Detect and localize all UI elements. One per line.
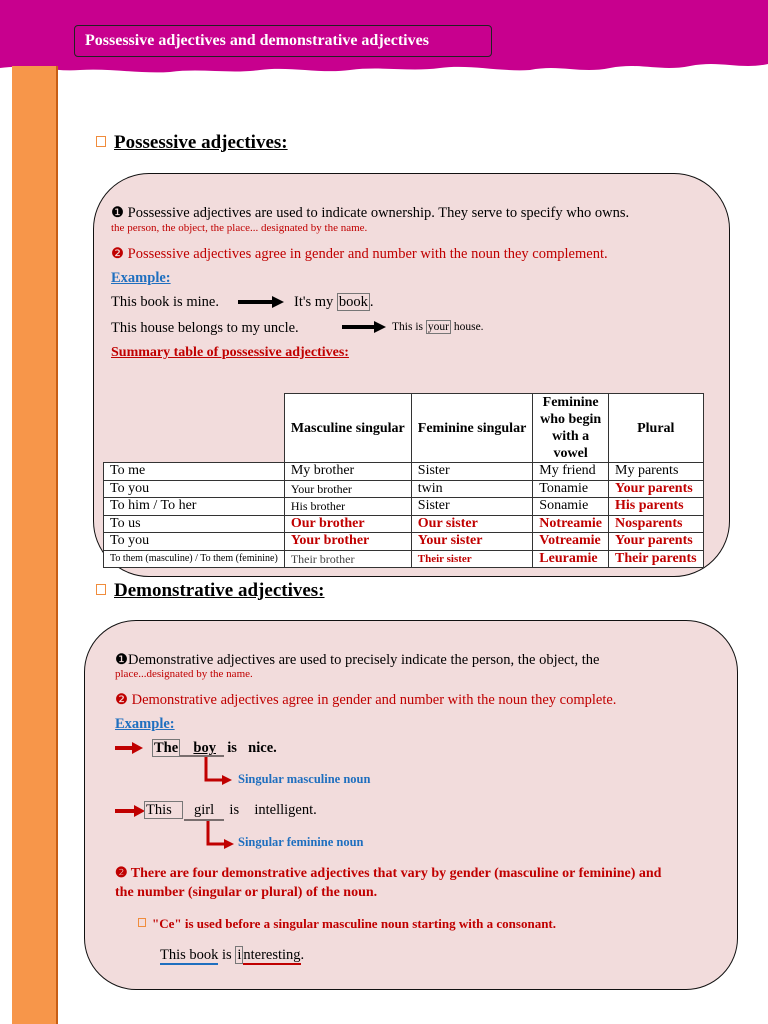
summary-table-label: Summary table of possessive adjectives: xyxy=(111,345,349,360)
demonstrative-bullet-1: ❶Demonstrative adjectives are used to precisely indicate the person, the object, the xyxy=(115,652,600,668)
demonstrative-example-2-note: Singular feminine noun xyxy=(238,835,364,849)
table-header-blank xyxy=(104,394,285,463)
possessive-bullet-2: ❷ Possessive adjectives agree in gender and number with the noun they complement. xyxy=(111,246,608,262)
table-header-fem: Feminine singular xyxy=(411,394,533,463)
boxed-word: This xyxy=(144,801,183,819)
arrow-right-icon xyxy=(340,320,388,334)
checkbox-square-icon xyxy=(96,584,106,595)
demonstrative-rule-1: "Ce" is used before a singular masculine noun starting with a consonant. xyxy=(138,916,556,932)
checkbox-square-icon xyxy=(138,918,146,927)
possessive-example-label: Example: xyxy=(111,270,171,286)
table-header-fem-vowel: Feminine who begin with a vowel xyxy=(533,394,609,463)
arrow-right-icon xyxy=(236,294,286,310)
demonstrative-bullet-1-cont: place...designated by the name. xyxy=(115,668,253,680)
bracket-arrow-icon xyxy=(184,818,238,852)
possessive-heading: Possessive adjectives: xyxy=(96,132,314,154)
demonstrative-heading: Demonstrative adjectives: xyxy=(96,580,351,602)
boxed-word: book xyxy=(338,294,368,310)
bracket-arrow-icon xyxy=(180,754,236,788)
possessive-example-2-right: This is your house. xyxy=(392,321,484,333)
possessive-bullet-1-cont: the person, the object, the place... designated by the name. xyxy=(111,222,368,234)
table-header-masc: Masculine singular xyxy=(284,394,411,463)
demonstrative-bullet-2: ❷ Demonstrative adjectives agree in gender and number with the noun they complete. xyxy=(115,692,617,708)
possessive-bullet-1: ❶ Possessive adjectives are used to indicate ownership. They serve to specify who owns. xyxy=(111,205,630,221)
possessive-example-1-left: This book is mine. xyxy=(111,294,219,310)
demonstrative-example-3: This book is i nteresting. xyxy=(160,947,305,963)
table-header-plural: Plural xyxy=(609,394,704,463)
boxed-letter: i xyxy=(237,947,242,963)
boxed-word: The xyxy=(154,740,179,756)
left-bar-edge xyxy=(56,66,58,1024)
table-header-row xyxy=(104,394,704,463)
checkbox-square-icon xyxy=(96,136,106,147)
red-arrow-right-icon xyxy=(114,741,144,755)
table-row: To us Our brother Our sister Notreamie Nosparents xyxy=(104,515,704,533)
boxed-word: your xyxy=(427,321,449,333)
possessive-table xyxy=(103,393,704,568)
demonstrative-example-1-note: Singular masculine noun xyxy=(238,772,371,786)
table-row: To me My brother Sister My friend My parents xyxy=(104,463,704,481)
demonstrative-bullet-3: ❷ There are four demonstrative adjectives that vary by gender (masculine or feminine) and xyxy=(115,866,662,881)
demonstrative-example-label: Example: xyxy=(115,716,175,732)
table-row: To you Your brother twin Tonamie Your parents xyxy=(104,480,704,498)
possessive-example-1-right: It's my book . xyxy=(294,294,374,310)
red-arrow-right-icon xyxy=(114,804,146,818)
demonstrative-example-2: This girl is intelligent. xyxy=(146,802,317,818)
possessive-example-2-left: This house belongs to my uncle. xyxy=(111,320,299,336)
demonstrative-bullet-3-cont: the number (singular or plural) of the noun. xyxy=(115,885,378,900)
table-row: To them (masculine) / To them (feminine) Their brother Their sister Leuramie Their parents xyxy=(104,550,704,568)
table-row: To him / To her His brother Sister Sonamie His parents xyxy=(104,498,704,516)
table-row: To you Your brother Your sister Votreamie Your parents xyxy=(104,533,704,551)
demonstrative-example-1: The boy is nice. xyxy=(154,740,277,756)
page-title: Possessive adjectives and demonstrative adjectives xyxy=(74,25,492,57)
left-decorative-bar xyxy=(12,66,56,1024)
